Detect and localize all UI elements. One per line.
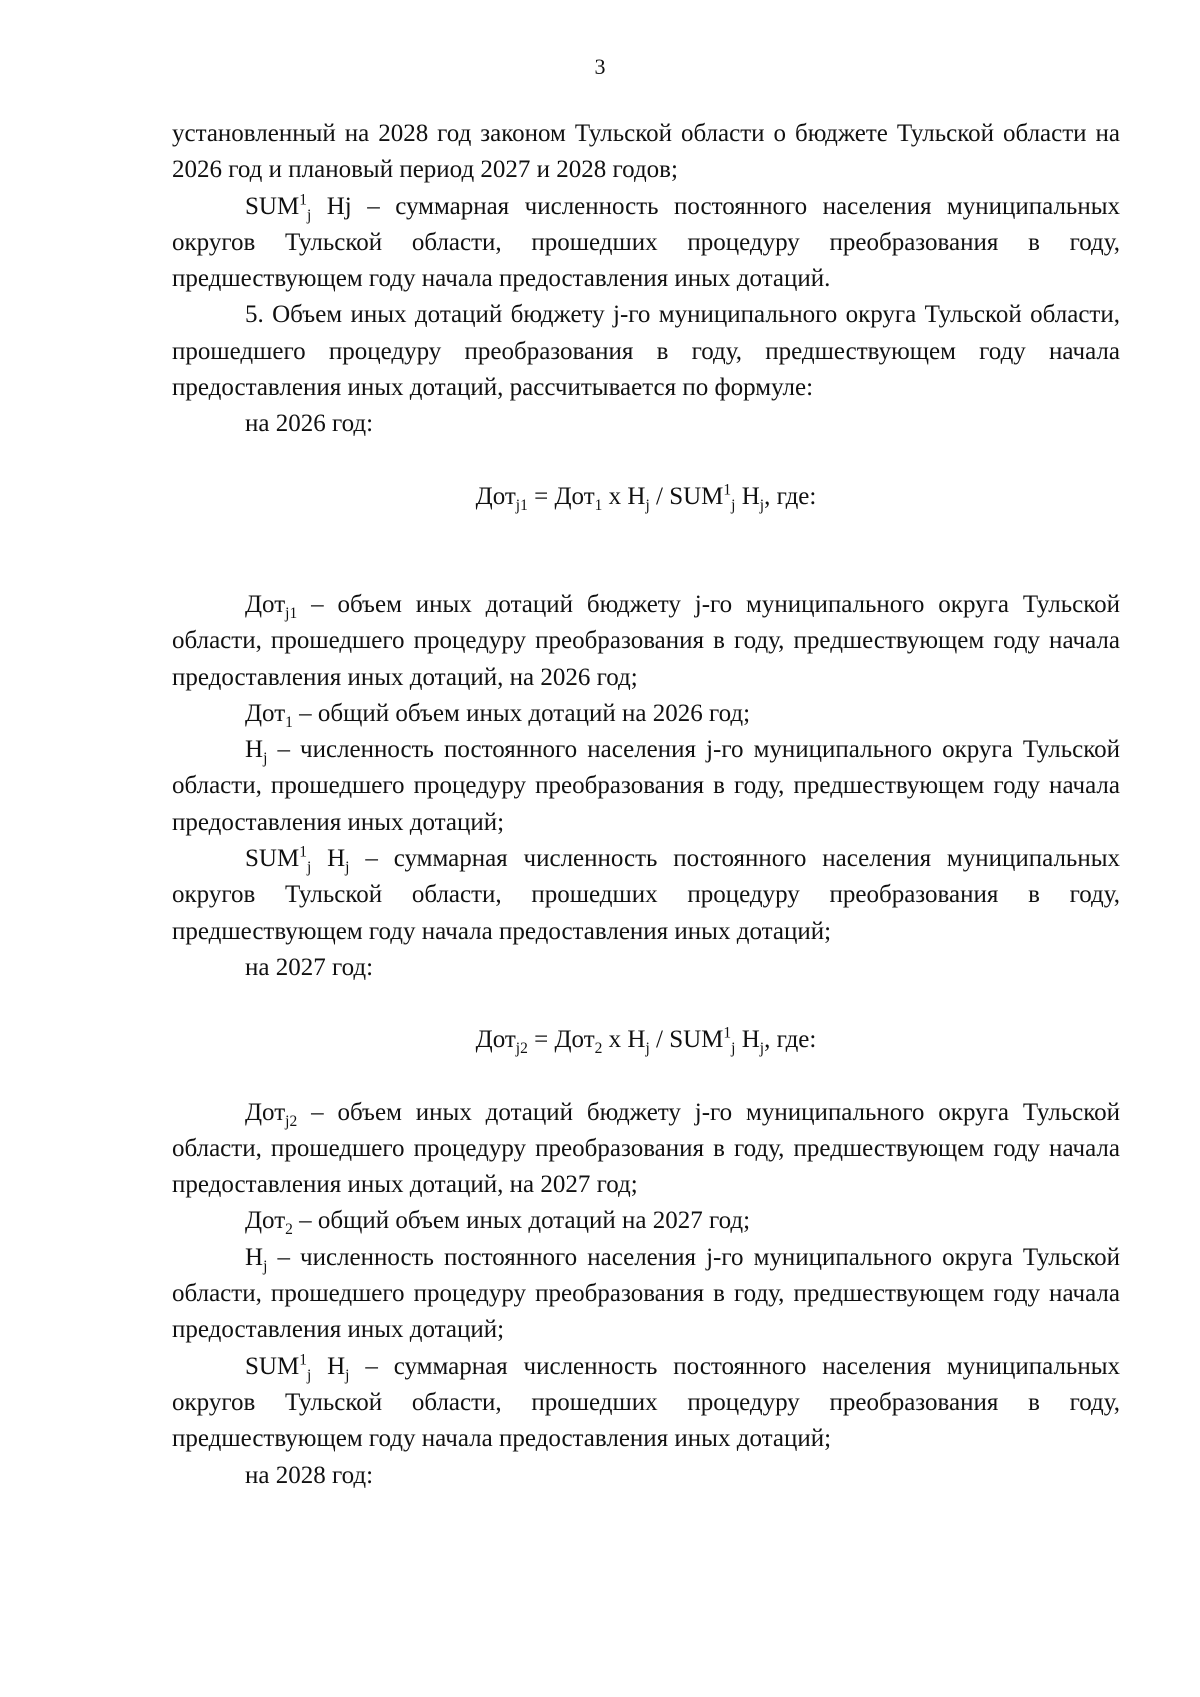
definition-hj-2027: $H_j$ – численность постоянного населения j-го муниципального округа Тульской области, прошедшего процедуру преобразования в году, предшествующем году начала предоставления иных дотаций; [172,1243,1120,1344]
definition-dot-2: Дот$_2$ – общий объем иных дотаций на 2027 год; [245,1207,751,1239]
document-body [172,116,1120,1494]
definition-sum-2026: $SUM^1_j$ $H_j$ – суммарная численность постоянного населения муниципальных округов Тульской области, прошедших процедуру преобразования в году, предшествующем году начала предоставления иных дотаций; [172,843,1121,945]
formula-2027: Дот$_{j2}$ = Дот$_2$ x $H_j / SUM^1_j$ $H_j$, где: [475,1024,817,1058]
year-heading-2028: на 2028 год: [245,1461,374,1489]
paragraph-sum-definition: $SUM^1_j$ Hj – суммарная численность постоянного населения муниципальных округов Тульской области, прошедших процедуру преобразования в году, предшествующем году начала предоставления иных дотаций. [172,191,1121,293]
definition-hj-2026: $H_j$ – численность постоянного населения j-го муниципального округа Тульской области, прошедшего процедуру преобразования в году, предшествующем году начала предоставления иных дотаций; [172,736,1120,836]
formula-2026: Дот$_{j1}$ = Дот$_1$ x $H_j / SUM^1_j$ $H_j$, где: [475,481,817,514]
definition-dot-1: Дот$_1$ – общий объем иных дотаций на 2026 год; [245,699,751,731]
definition-dot-j2: Дот$_{j2}$ – объем иных дотаций бюджету j-го муниципального округа Тульской области, прошедшего процедуру преобразования в году, предшествующем году начала предоставления иных дотаций, на 2027 год; [172,1098,1120,1199]
year-heading-2026: на 2026 год: [245,410,374,438]
page-number: 3 [594,54,606,79]
paragraph-item-5: 5. Объем иных дотаций бюджету j-го муниципального округа Тульской области, прошедшего процедуру преобразования в году, предшествующем году начала предоставления иных дотаций, рассчитывается по формуле: [172,301,1120,402]
definition-sum-2027: $SUM^1_j$ $H_j$ – суммарная численность постоянного населения муниципальных округов Тульской области, прошедших процедуру преобразования в году, предшествующем году начала предоставления иных дотаций; [172,1351,1121,1453]
definition-dot-j1: Дот$_{j1}$ – объем иных дотаций бюджету j-го муниципального округа Тульской области, прошедшего процедуру преобразования в году, предшествующем году начала предоставления иных дотаций, на 2026 год; [172,590,1120,691]
paragraph-intro: установленный на 2028 год законом Тульской области о бюджете Тульской области на 2026 год и плановый период 2027 и 2028 годов; [172,120,1120,184]
year-heading-2027: на 2027 год: [245,953,374,981]
